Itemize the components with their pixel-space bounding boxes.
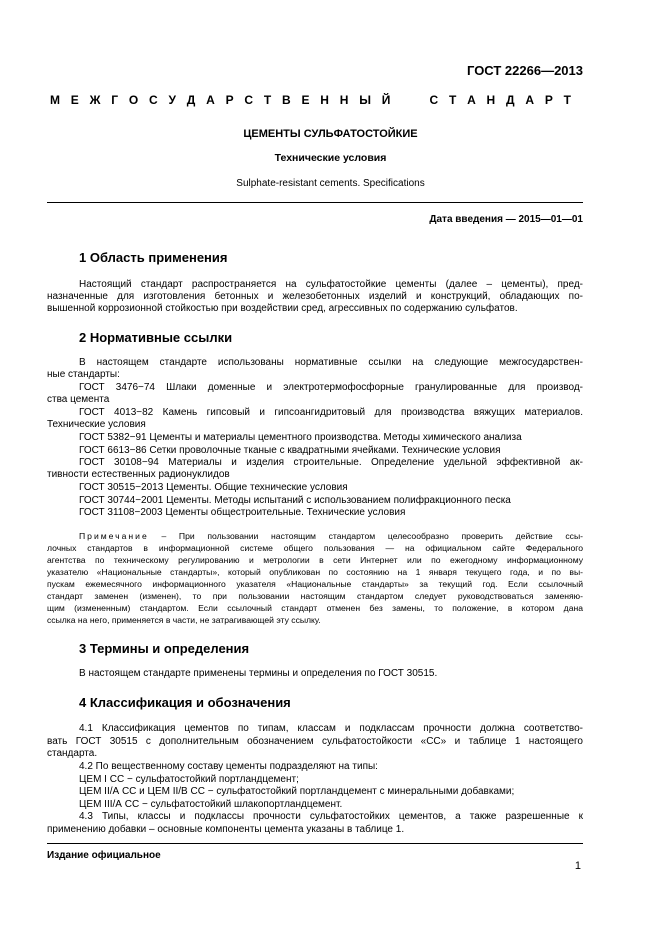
section-3-line: В настоящем стандарте применены термины и определения по ГОСТ 30515. bbox=[79, 668, 438, 679]
banner-letter: Й bbox=[381, 93, 391, 107]
section-1-heading: 1 Область применения bbox=[79, 250, 228, 265]
banner-letter: Г bbox=[111, 93, 119, 107]
section-4-line: 4.1 Классификация цементов по типам, классам и подклассам прочности должна соответство- bbox=[79, 723, 583, 734]
introduction-date: Дата введения — 2015—01—01 bbox=[429, 214, 583, 225]
reference-item: ГОСТ 31108−2003 Цементы общестроительные. Технические условия bbox=[79, 507, 406, 518]
section-4-line: применению добавки – основные компоненты цемента указаны в таблице 1. bbox=[47, 824, 405, 835]
section-1-line: назначенные для изготовления бетонных и железобетонных изделий и конструкций, обладающих по- bbox=[47, 291, 583, 302]
reference-item: ГОСТ 30744−2001 Цементы. Методы испытаний с использованием полифракционного песка bbox=[79, 495, 511, 506]
note-line: ссылка на него, применяется в части, не затрагивающей эту ссылку. bbox=[47, 615, 321, 625]
section-4-line: стандарта. bbox=[47, 748, 98, 759]
document-subtitle: Технические условия bbox=[274, 152, 387, 164]
banner-letter: М bbox=[50, 93, 60, 107]
banner-letter: Т bbox=[448, 93, 457, 107]
banner-letter: Т bbox=[263, 93, 272, 107]
banner-letter: С bbox=[149, 93, 158, 107]
banner-letter bbox=[401, 93, 404, 107]
section-4-line: 4.2 По вещественному составу цементы подразделяют на типы: bbox=[79, 761, 378, 772]
section-2-line: ные стандарты: bbox=[47, 369, 120, 380]
reference-item: Технические условия bbox=[47, 419, 146, 430]
banner-letter: В bbox=[282, 93, 291, 107]
banner-letter: А bbox=[525, 93, 535, 107]
banner-letter: Д bbox=[186, 93, 196, 107]
note-line: указателю «Национальные стандарты», который опубликован по состоянию на 1 января текущего года, и по вы- bbox=[47, 567, 583, 577]
cement-type-item: ЦЕМ III/А СС − сульфатостойкий шлакопортландцемент. bbox=[79, 799, 343, 810]
note-line: лочных стандартов в информационной системе общего пользования — на официальном сайте Федерального bbox=[47, 543, 583, 553]
banner-letter: Н bbox=[486, 93, 496, 107]
page-number: 1 bbox=[574, 860, 581, 872]
section-4-heading: 4 Классификация и обозначения bbox=[79, 695, 291, 710]
banner-letter: Н bbox=[320, 93, 329, 107]
document-title: ЦЕМЕНТЫ СУЛЬФАТОСТОЙКИЕ bbox=[243, 128, 418, 140]
section-1-line: Настоящий стандарт распространяется на сульфатостойкие цементы (далее – цементы), пред- bbox=[79, 279, 583, 290]
top-divider bbox=[47, 202, 583, 203]
reference-item: ГОСТ 4013−82 Камень гипсовый и гипсоангидритовый для производства вяжущих материалов. bbox=[79, 407, 583, 418]
banner-letter: Н bbox=[339, 93, 349, 107]
banner-letter: У bbox=[168, 93, 176, 107]
official-edition-label: Издание официальное bbox=[47, 850, 161, 861]
reference-item: ГОСТ 6613−86 Сетки проволочные тканые с квадратными ячейками. Технические условия bbox=[79, 445, 501, 456]
banner-letter: Р bbox=[544, 93, 553, 107]
cement-type-item: ЦЕМ II/А СС и ЦЕМ II/В СС − сульфатостойкий портландцемент с минеральными добавками; bbox=[79, 786, 515, 797]
reference-item: ГОСТ 3476−74 Шлаки доменные и электротермофосфорные гранулированные для производ- bbox=[79, 382, 583, 393]
bottom-divider bbox=[47, 843, 583, 844]
banner-letter: Р bbox=[225, 93, 234, 107]
reference-item: ства цемента bbox=[47, 394, 110, 405]
banner-letter: Е bbox=[301, 93, 310, 107]
english-title: Sulphate-resistant cements. Specifications bbox=[236, 178, 425, 189]
section-2-line: В настоящем стандарте использованы нормативные ссылки на следующие межгосударствен- bbox=[79, 357, 583, 368]
section-2-heading: 2 Нормативные ссылки bbox=[79, 330, 233, 345]
note-label: Примечание bbox=[79, 531, 149, 541]
cement-type-item: ЦЕМ I СС − сульфатостойкий портландцемент; bbox=[79, 774, 299, 785]
banner-letter: Т bbox=[563, 93, 571, 107]
gost-number: ГОСТ 22266—2013 bbox=[467, 63, 583, 78]
interstate-standard-banner bbox=[50, 93, 571, 107]
banner-letter: А bbox=[467, 93, 476, 107]
banner-letter: С bbox=[244, 93, 254, 107]
reference-item: тивности естественных радионуклидов bbox=[47, 469, 230, 480]
note-line: пускам ежемесячного информационного указателя «Национальные стандарты» за текущий год. Если ссылочный bbox=[47, 579, 583, 589]
banner-letter bbox=[415, 93, 418, 107]
reference-item: ГОСТ 30515−2013 Цементы. Общие технические условия bbox=[79, 482, 348, 493]
note-line: Примечание – При пользовании настоящим стандартом целесообразно проверить действие ссы- bbox=[79, 531, 583, 541]
banner-letter: Ы bbox=[359, 93, 371, 107]
section-1-line: вышенной коррозионной стойкостью при воздействии сред, агрессивных по содержанию сульфатов. bbox=[47, 303, 518, 314]
section-4-line: 4.3 Типы, классы и подклассы прочности сульфатостойких цементов, а также разрешенные к bbox=[79, 811, 583, 822]
banner-letter: А bbox=[206, 93, 215, 107]
banner-letter: Д bbox=[506, 93, 515, 107]
banner-letter: О bbox=[128, 93, 139, 107]
banner-letter: Ж bbox=[89, 93, 101, 107]
section-4-line: вать ГОСТ 30515 с дополнительным обозначением сульфатостойкости «СС» и таблице 1 настоящего bbox=[47, 736, 583, 747]
note-line: агентства по техническому регулированию и метрологии в сети Интернет или по ежегодному информационному bbox=[47, 555, 583, 565]
note-line: щим (измененным) стандартом. Если ссылочный стандарт отменен без замены, то положение, в котором дана bbox=[47, 603, 583, 613]
reference-item: ГОСТ 5382−91 Цементы и материалы цементного производства. Методы химического анализа bbox=[79, 432, 522, 443]
banner-letter: С bbox=[429, 93, 439, 107]
banner-letter: Е bbox=[70, 93, 79, 107]
note-line: стандарт заменен (изменен), то при пользовании настоящим стандартом следует руководствоваться заменяю- bbox=[47, 591, 583, 601]
section-3-heading: 3 Термины и определения bbox=[79, 641, 250, 656]
reference-item: ГОСТ 30108−94 Материалы и изделия строительные. Определение удельной эффективной ак- bbox=[79, 457, 583, 468]
